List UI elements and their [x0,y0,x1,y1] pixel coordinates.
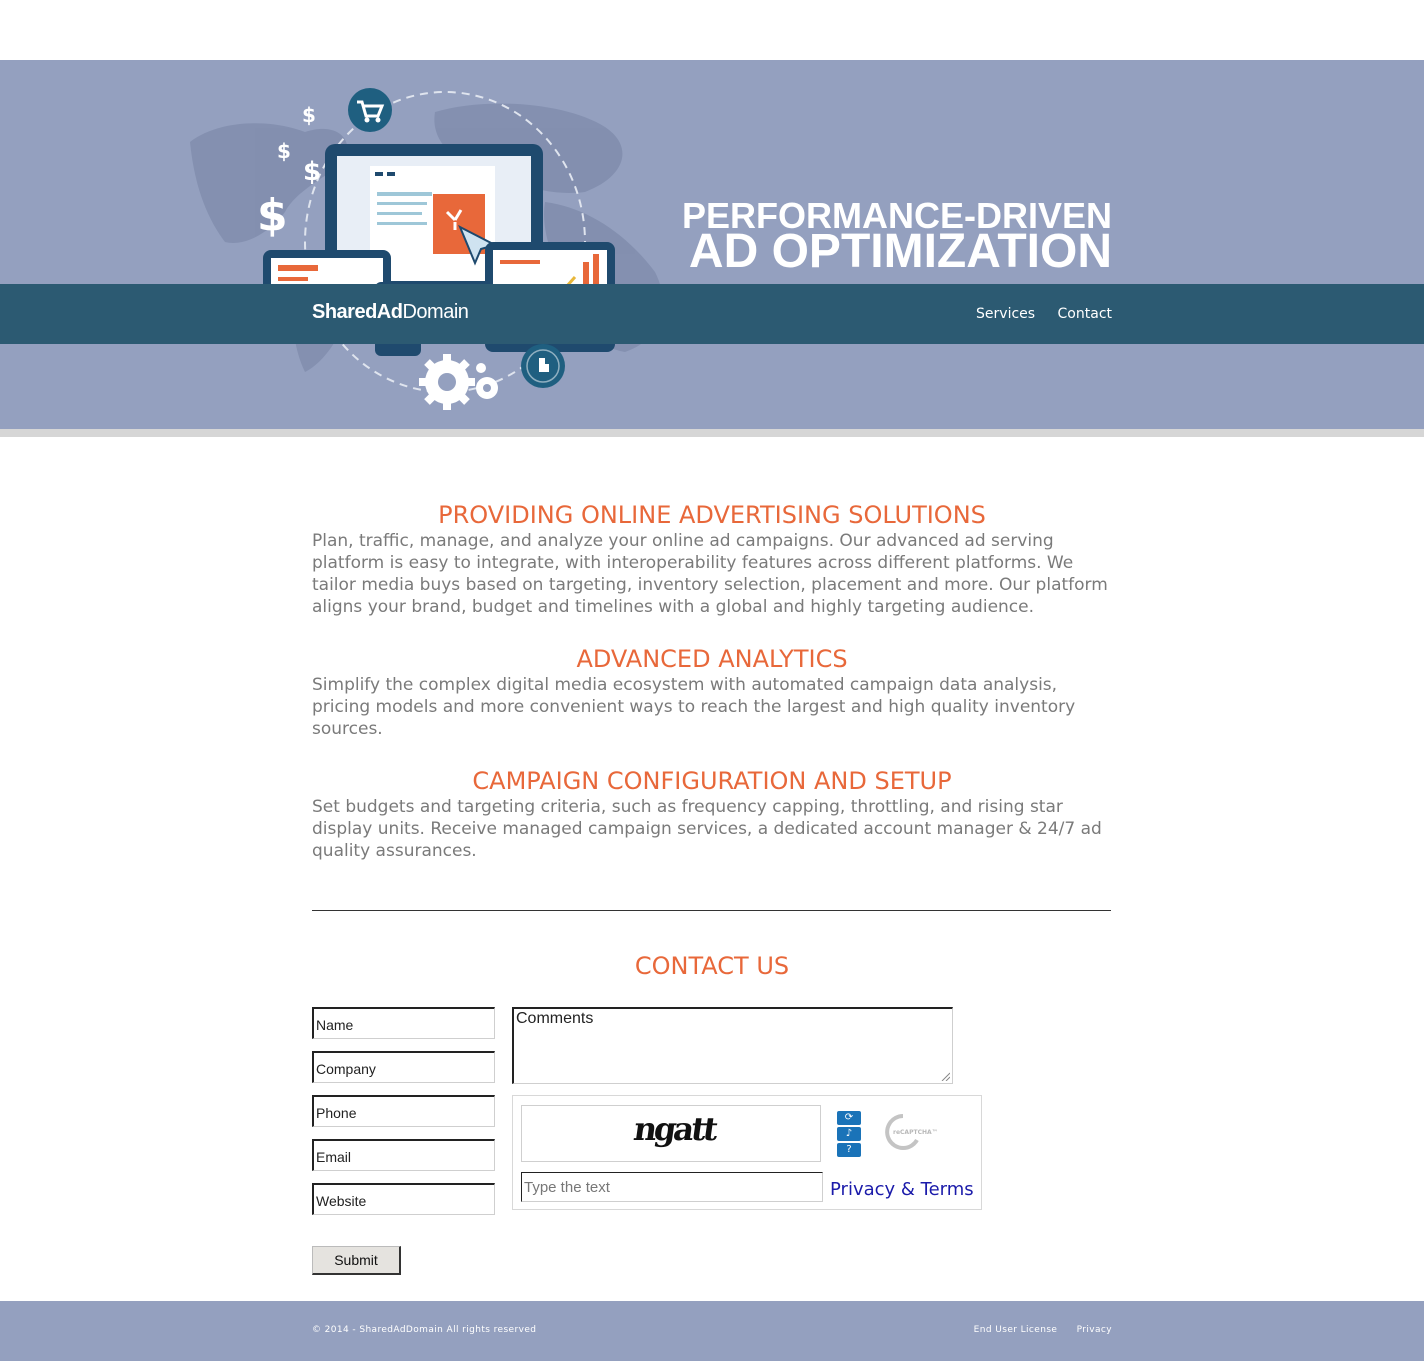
phone-field[interactable]: Phone [312,1095,495,1127]
pointer-hand-icon [521,344,565,388]
site-logo[interactable] [312,301,468,324]
company-field[interactable]: Company [312,1051,495,1083]
footer-link-privacy[interactable]: Privacy [1076,1325,1112,1335]
captcha-word: ngatt [631,1110,718,1148]
nav-link-contact[interactable]: Contact [1057,306,1112,322]
website-field[interactable]: Website [312,1183,495,1215]
captcha-help-icon[interactable]: ? [837,1143,861,1157]
footer [0,1301,1424,1361]
comments-textarea[interactable] [512,1007,953,1084]
hero-headline [681,195,1112,278]
captcha-widget [512,1095,982,1210]
hero-bottom-border [0,429,1424,437]
resize-handle-icon[interactable] [940,1071,950,1081]
captcha-image [521,1105,821,1162]
nav-links [958,306,1112,322]
svg-text:$: $ [277,139,291,163]
section-body-campaign: Set budgets and targeting criteria, such as frequency capping, throttling, and rising star display units. Receive managed campaign services, a dedicated account manager & 24/7 ad quality assurances. [312,797,1102,861]
comments-placeholder: Comments [516,1010,594,1027]
contact-heading: CONTACT US [634,952,790,980]
section-heading-analytics: ADVANCED ANALYTICS [576,645,848,673]
nav-link-services[interactable]: Services [976,306,1036,322]
section-body-solutions: Plan, traffic, manage, and analyze your online ad campaigns. Our advanced ad serving platform is easy to integrate, with interoperability features across different platforms. We tailor media buys based on targeting, inventory selection, placement and more. Our platform aligns your brand, budget and timelines with a global and highly targeting audience. [312,531,1108,617]
advertising-illustration [185,82,685,412]
footer-links [958,1325,1112,1335]
svg-text:$: $ [303,157,322,187]
navigation-bar [0,284,1424,344]
recaptcha-logo [883,1112,963,1152]
recaptcha-brand: reCAPTCHA™ [893,1129,938,1136]
logo-thin: Domain [402,301,469,323]
footer-link-eula[interactable]: End User License [973,1325,1058,1335]
svg-text:$: $ [302,103,316,127]
captcha-refresh-icon[interactable]: ⟳ [837,1111,861,1125]
captcha-input[interactable]: Type the text [521,1172,823,1202]
submit-button[interactable]: Submit [312,1246,401,1275]
hero-title-line2: AD OPTIMIZATION [688,225,1112,278]
captcha-audio-icon[interactable]: ♪ [837,1127,861,1141]
captcha-privacy-link[interactable]: Privacy & Terms [830,1179,974,1200]
logo-bold: SharedAd [312,301,403,323]
hero-banner [0,60,1424,429]
name-field[interactable]: Name [312,1007,495,1039]
gear-icon [419,354,498,410]
svg-text:$: $ [257,190,288,241]
email-field[interactable]: Email [312,1139,495,1171]
main-content [312,500,1112,888]
section-body-analytics: Simplify the complex digital media ecosystem with automated campaign data analysis, pricing models and more convenient ways to reach the largest and high quality inventory sources. [312,675,1076,739]
hero-title-line1: PERFORMANCE-DRIVEN [681,195,1112,236]
section-heading-solutions: PROVIDING ONLINE ADVERTISING SOLUTIONS [438,501,986,529]
shopping-cart-icon [348,88,392,132]
copyright-text: © 2014 - SharedAdDomain All rights reserved [312,1325,537,1335]
divider [312,910,1111,911]
section-heading-campaign: CAMPAIGN CONFIGURATION AND SETUP [472,767,952,795]
